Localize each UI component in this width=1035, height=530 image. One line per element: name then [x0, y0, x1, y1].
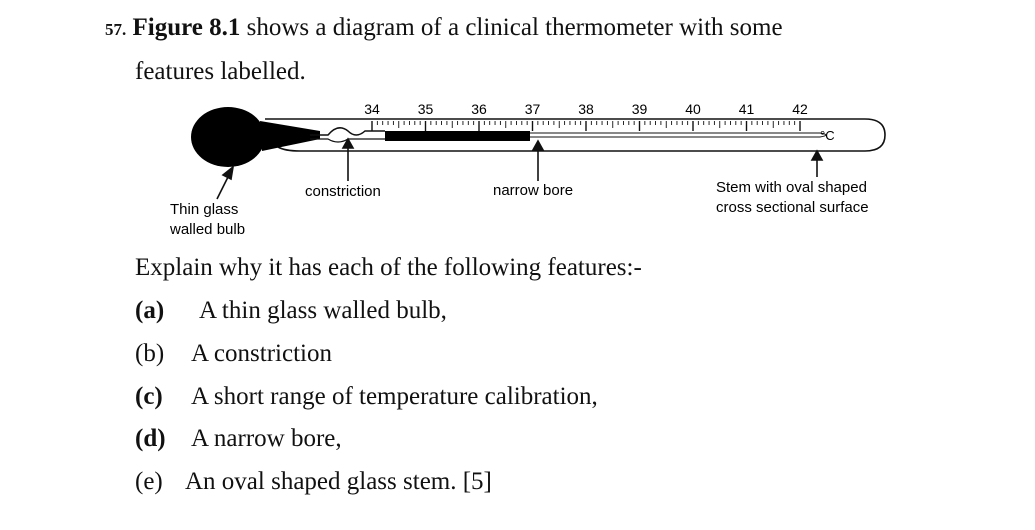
item-label: (b): [135, 340, 165, 367]
thermometer-diagram: [160, 95, 900, 245]
item-label: (a): [135, 297, 165, 324]
scale-number: 35: [417, 101, 434, 117]
explain-prompt: Explain why it has each of the following features:-: [135, 254, 642, 281]
celsius-unit: °C: [820, 128, 835, 143]
item-label: (d): [135, 425, 166, 452]
list-item-a: [135, 297, 447, 325]
scale-number: 38: [578, 101, 594, 117]
bulb-label-line2: walled bulb: [170, 221, 246, 238]
scale-number: 37: [524, 101, 541, 117]
thermometer-neck: [260, 121, 320, 151]
stem-arrowhead: [812, 151, 822, 160]
figure-reference: Figure 8.1: [132, 14, 241, 41]
narrow-bore-label: narrow bore: [493, 182, 574, 199]
constriction-capillary: [310, 128, 385, 135]
mercury-column: [385, 131, 530, 141]
scale-number: 34: [364, 101, 380, 117]
question-heading: [105, 14, 783, 42]
list-item-c: [135, 383, 598, 411]
scale-number: 36: [471, 101, 487, 117]
question-intro-text: shows a diagram of a clinical thermometer with some: [240, 14, 783, 41]
constriction-label: constriction: [305, 183, 381, 200]
item-text: An oval shaped glass stem. [5]: [185, 468, 492, 495]
bulb-arrowhead: [223, 167, 233, 179]
scale-number: 39: [631, 101, 648, 117]
stem-label-line1: Stem with oval shaped: [716, 179, 867, 196]
item-text: A constriction: [191, 340, 332, 367]
item-text: A narrow bore,: [191, 425, 342, 452]
scale-numbers: [364, 101, 808, 117]
narrow-bore-arrowhead: [533, 141, 543, 150]
item-text: A short range of temperature calibration,: [191, 383, 598, 410]
item-text: A thin glass walled bulb,: [199, 297, 447, 324]
list-item-e: [135, 468, 492, 496]
scale-number: 42: [792, 101, 808, 117]
bulb-label-line1: Thin glass: [170, 201, 239, 218]
scale-number: 40: [685, 101, 701, 117]
narrow-bore-line: [530, 133, 826, 137]
item-label: (e): [135, 468, 163, 495]
item-label: (c): [135, 383, 163, 410]
stem-label-line2: cross sectional surface: [716, 199, 869, 216]
question-number: 57.: [105, 20, 127, 39]
list-item-d: [135, 425, 342, 453]
list-item-b: [135, 340, 332, 368]
thermometer-bulb: [191, 107, 265, 167]
scale-number: 41: [738, 101, 755, 117]
question-intro-line2: features labelled.: [135, 58, 306, 85]
scale-ticks: [372, 121, 800, 131]
